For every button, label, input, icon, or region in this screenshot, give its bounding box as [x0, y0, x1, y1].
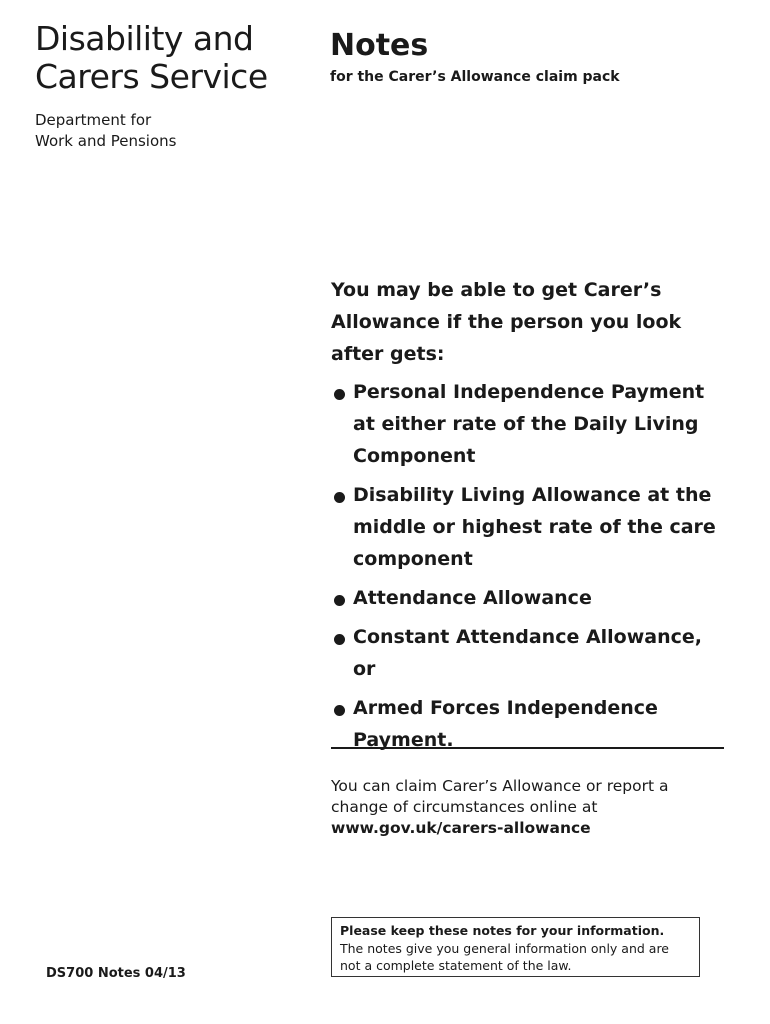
bullet-icon — [334, 705, 345, 716]
online-claim-text: You can claim Carer’s Allowance or report a change of circumstances online at — [331, 777, 669, 816]
eligibility-section — [331, 274, 731, 763]
department-name: Department for Work and Pensions — [35, 111, 177, 150]
document-header — [330, 26, 620, 85]
notice-box — [331, 917, 700, 977]
list-item-text: Attendance Allowance — [353, 587, 592, 609]
notice-text: The notes give you general information only and are not a complete statement of the law. — [340, 940, 669, 973]
organisation-block — [35, 20, 268, 152]
list-item-text: Constant Attendance Allowance, or — [353, 626, 703, 680]
bullet-icon — [334, 595, 345, 606]
list-item-text: Personal Independence Payment at either rate of the Daily Living Component — [353, 381, 705, 467]
list-item — [331, 376, 731, 472]
carers-allowance-link[interactable]: www.gov.uk/carers-allowance — [331, 819, 591, 837]
eligibility-list — [331, 376, 731, 756]
form-code: DS700 Notes 04/13 — [46, 966, 186, 981]
list-item — [331, 479, 731, 575]
bullet-icon — [334, 634, 345, 645]
organisation-name: Disability and Carers Service — [35, 19, 268, 96]
section-divider — [331, 747, 724, 749]
notice-heading: Please keep these notes for your information. — [340, 923, 665, 938]
page-title: Notes — [330, 28, 429, 63]
list-item — [331, 621, 731, 685]
bullet-icon — [334, 492, 345, 503]
list-item — [331, 582, 731, 614]
eligibility-intro: You may be able to get Carer’s Allowance if the person you look after gets: — [331, 279, 682, 365]
bullet-icon — [334, 389, 345, 400]
list-item-text: Disability Living Allowance at the middle or highest rate of the care component — [353, 484, 716, 570]
online-claim-info — [331, 776, 721, 839]
list-item-text: Armed Forces Independence Payment. — [353, 697, 658, 751]
page-subtitle: for the Carer’s Allowance claim pack — [330, 69, 620, 85]
